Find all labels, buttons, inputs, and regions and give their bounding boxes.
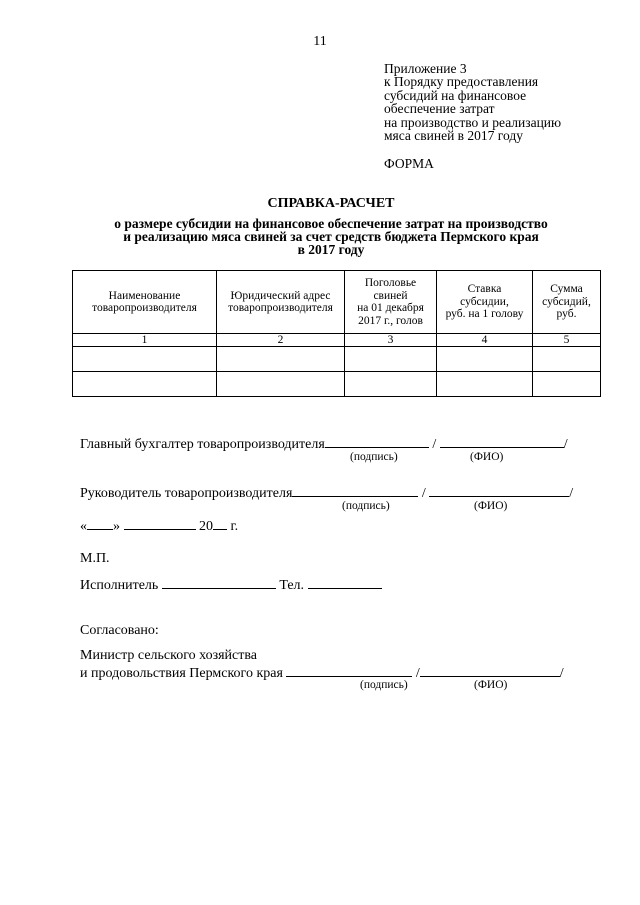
column-number: 5 xyxy=(533,334,601,347)
column-number-row xyxy=(73,334,601,347)
header-cell: Наименование товаропроизводителя xyxy=(73,271,217,334)
head-label: Руководитель товаропроизводителя xyxy=(80,486,293,501)
table-cell[interactable] xyxy=(533,347,601,372)
slash: / xyxy=(421,486,426,501)
table-cell[interactable] xyxy=(73,372,217,397)
head-signature-field[interactable] xyxy=(292,482,418,497)
column-number: 4 xyxy=(437,334,533,347)
chief-accountant-line xyxy=(80,433,568,453)
column-number: 1 xyxy=(73,334,217,347)
annex-line: к Порядку предоставления xyxy=(384,74,539,90)
executor-label: Исполнитель xyxy=(80,578,159,593)
stamp-label: М.П. xyxy=(80,551,110,566)
minister-signature-field[interactable] xyxy=(286,662,412,677)
table-cell[interactable] xyxy=(217,372,345,397)
executor-line xyxy=(80,574,382,594)
signature-caption: (подпись) xyxy=(360,679,408,691)
table-cell[interactable] xyxy=(437,372,533,397)
table-cell[interactable] xyxy=(73,347,217,372)
header-cell: Поголовье свиней на 01 декабря 2017 г., голов xyxy=(345,271,437,334)
table-cell[interactable] xyxy=(345,372,437,397)
date-year-field[interactable] xyxy=(213,515,227,530)
table-cell[interactable] xyxy=(217,347,345,372)
header-cell: Ставка субсидии, руб. на 1 голову xyxy=(437,271,533,334)
subtitle-line: и реализацию мяса свиней за счет средств бюджета Пермского края xyxy=(123,229,539,245)
slash: / xyxy=(559,666,564,681)
page-number: 11 xyxy=(313,34,327,49)
phone-label: Тел. xyxy=(279,578,305,593)
table-row xyxy=(73,347,601,372)
annex-line: обеспечение затрат xyxy=(384,101,495,117)
date-day-field[interactable] xyxy=(87,515,113,530)
minister-fio-field[interactable] xyxy=(420,662,560,677)
signature-caption: (подпись) xyxy=(350,451,398,463)
year-prefix: 20 xyxy=(199,519,213,534)
date-open-quote: « xyxy=(80,519,87,534)
chief-accountant-signature-field[interactable] xyxy=(325,433,429,448)
chief-accountant-fio-field[interactable] xyxy=(440,433,564,448)
table-cell[interactable] xyxy=(437,347,533,372)
head-line xyxy=(80,482,573,502)
column-number: 3 xyxy=(345,334,437,347)
fio-caption: (ФИО) xyxy=(470,451,504,463)
table-cell[interactable] xyxy=(345,347,437,372)
slash: / xyxy=(569,486,574,501)
annex-line: на производство и реализацию xyxy=(384,114,562,130)
date-close-quote: » xyxy=(113,519,120,534)
agreed-label: Согласовано: xyxy=(80,623,159,638)
fio-caption: (ФИО) xyxy=(474,500,508,512)
slash: / xyxy=(563,437,568,452)
head-fio-field[interactable] xyxy=(429,482,569,497)
chief-accountant-label: Главный бухгалтер товаропроизводителя xyxy=(80,437,325,452)
document-title: СПРАВКА-РАСЧЕТ xyxy=(267,196,395,211)
date-line xyxy=(80,515,238,535)
annex-line: мяса свиней в 2017 году xyxy=(384,128,523,144)
document-subtitle xyxy=(0,217,640,257)
annex-line: субсидий на финансовое xyxy=(384,87,527,103)
phone-field[interactable] xyxy=(308,574,382,589)
minister-line-1: Министр сельского хозяйства xyxy=(80,648,257,663)
slash: / xyxy=(432,437,437,452)
signature-caption: (подпись) xyxy=(342,500,390,512)
slash: / xyxy=(415,666,420,681)
table-cell[interactable] xyxy=(533,372,601,397)
executor-field[interactable] xyxy=(162,574,276,589)
header-cell: Сумма субсидий, руб. xyxy=(533,271,601,334)
subtitle-line: о размере субсидии на финансовое обеспечение затрат на производство xyxy=(114,216,548,231)
table-row xyxy=(73,372,601,397)
table-header-row xyxy=(73,271,601,334)
annex-block xyxy=(384,62,561,142)
fio-caption: (ФИО) xyxy=(474,679,508,691)
header-cell: Юридический адрес товаропроизводителя xyxy=(217,271,345,334)
subtitle-line: в 2017 году xyxy=(297,242,365,258)
column-number: 2 xyxy=(217,334,345,347)
calculation-table xyxy=(72,270,601,397)
year-suffix: г. xyxy=(230,519,239,534)
annex-line: Приложение 3 xyxy=(384,61,467,76)
date-month-field[interactable] xyxy=(124,515,196,530)
minister-line-2: и продовольствия Пермского края xyxy=(80,666,283,681)
form-label: ФОРМА xyxy=(384,156,434,171)
